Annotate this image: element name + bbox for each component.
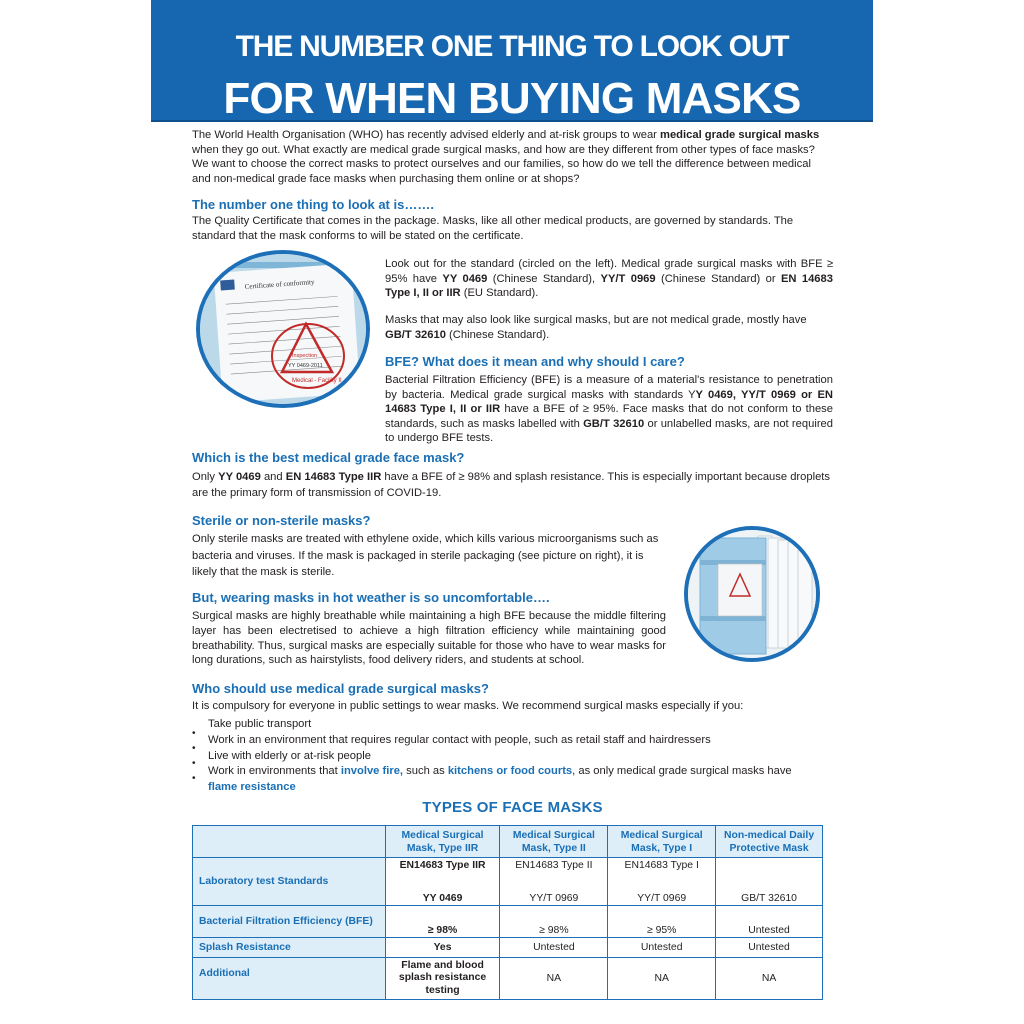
bullet-dot: • [192, 758, 196, 769]
cell-standard-top: EN14683 Type IIR [399, 859, 486, 871]
s4-bold-2: EN 14683 Type IIR [285, 471, 382, 483]
section-6-body: Surgical masks are highly breathable while maintaining a high BFE because the middle filtering layer has been electretised to achieve a high filtration efficiency while maintaining good breathability. Thus, surgical masks are especially suitable for those who have to wear masks for long durations, such as hairstylists, food delivery riders, and students at school. [192, 610, 666, 667]
bullet-item [208, 764, 792, 780]
section-2-p1 [385, 257, 833, 301]
table-cell: Untested [608, 938, 716, 958]
s3-bold-1: Y 0469, YY/T 0969 or EN 14683 Type I, II or IIR [385, 388, 833, 416]
s3-text-3: or unlabelled masks, are not required to undergo BFE tests. [385, 417, 833, 445]
table-cell: ≥ 98% [385, 906, 500, 938]
mask-package-image [688, 530, 816, 658]
sterile-package-photo [684, 526, 820, 662]
cell-standard-bottom: YY 0469 [422, 892, 463, 904]
section-7-body: It is compulsory for everyone in public settings to wear masks. We recommend surgical masks especially if you: [192, 700, 744, 712]
table-cell [716, 858, 823, 906]
b4-text-2: such as [403, 765, 448, 777]
table-cell: NA [608, 958, 716, 1000]
intro-text: The World Health Organisation (WHO) has recently advised elderly and at-risk groups to wear [192, 129, 661, 141]
bullet-item: Work in an environment that requires regular contact with people, such as retail staff and hairdressers [208, 734, 711, 746]
s2-bold-3: EN 14683 Type I, II or IIR [385, 272, 833, 300]
row-label: Additional [193, 958, 386, 1000]
table-header-row [193, 826, 823, 858]
bullet-item: Take public transport [208, 718, 312, 730]
svg-text:Certificate of conformity: Certificate of conformity [244, 277, 315, 291]
table-cell: Flame and blood splash resistance testing [385, 958, 500, 1000]
row-label: Laboratory test Standards [193, 858, 386, 906]
table-row-bfe [193, 906, 823, 938]
heading-best-mask: Which is the best medical grade face mask? [192, 450, 465, 465]
intro-bold: medical grade surgical masks [660, 129, 820, 141]
bullet-dot: • [192, 743, 196, 754]
svg-text:Medical - Facility II: Medical - Facility II [292, 378, 342, 384]
column-header: Non-medical Daily Protective Mask [716, 826, 823, 858]
column-header: Medical Surgical Mask, Type I [608, 826, 716, 858]
heading-who-should-use: Who should use medical grade surgical masks? [192, 681, 489, 696]
s3-text-2: have a BFE of ≥ 95%. Face masks that do not conform to these standards, such as masks labelled with [385, 403, 833, 430]
table-row-splash [193, 938, 823, 958]
table-cell: NA [500, 958, 608, 1000]
column-header: Medical Surgical Mask, Type IIR [385, 826, 500, 858]
b4-text: Work in environments that [208, 765, 341, 777]
b4-text-3: , as only medical grade surgical masks have [572, 765, 792, 777]
section-4-body [192, 469, 832, 501]
table-cell: ≥ 98% [500, 906, 608, 938]
cell-standard-bottom: YY/T 0969 [529, 892, 579, 904]
s2-text-3: (Chinese Standard) or [655, 272, 781, 285]
bullet-dot: • [192, 773, 196, 784]
row-label: Bacterial Filtration Efficiency (BFE) [193, 906, 386, 938]
table-corner-cell [193, 826, 386, 858]
s2-text: Look out for the standard (circled on the left). Medical grade surgical masks with BFE ≥ 95% have [385, 258, 833, 285]
s2-bold-1: YY 0469 [442, 272, 488, 285]
cell-standard-top: EN14683 Type II [515, 859, 593, 871]
column-header: Medical Surgical Mask, Type II [500, 826, 608, 858]
table-cell: Yes [385, 938, 500, 958]
table-row-additional [193, 958, 823, 1000]
table-cell [608, 858, 716, 906]
section-2-p2 [385, 313, 833, 342]
s2-text-2: (Chinese Standard), [487, 272, 601, 285]
s2-p2-text: Masks that may also look like surgical masks, but are not medical grade, mostly have [385, 314, 807, 326]
title-line-2: FOR WHEN BUYING MASKS [223, 74, 801, 123]
section-3-body [385, 373, 833, 446]
cell-standard-top: EN14683 Type I [624, 859, 699, 871]
s3-bold-2: GB/T 32610 [583, 417, 645, 430]
certificate-image [200, 254, 366, 404]
table-cell: NA [716, 958, 823, 1000]
intro-text-2: when they go out. What exactly are medical grade surgical masks, and how are they different from other types of face masks? We want to choose the correct masks to protect ourselves and our families, so how do we tell the difference between medical and non-medical grade face masks when purchasing them online or at shops? [192, 143, 815, 185]
face-mask-table [192, 825, 823, 1000]
cell-standard-bottom: YY/T 0969 [637, 892, 687, 904]
heading-hot-weather: But, wearing masks in hot weather is so uncomfortable…. [192, 590, 550, 605]
intro-paragraph [192, 128, 832, 186]
table-cell: Untested [716, 938, 823, 958]
svg-text:YY 0469-2011: YY 0469-2011 [288, 363, 323, 369]
bullet-dot: • [192, 728, 196, 739]
heading-sterile: Sterile or non-sterile masks? [192, 513, 371, 528]
table-cell: Untested [500, 938, 608, 958]
s4-text-2: and [260, 471, 286, 483]
title-banner [151, 0, 873, 122]
section-5-body: Only sterile masks are treated with ethylene oxide, which kills various microorganisms such as bacteria and viruses. If the mask is packaged in sterile packaging (see picture on right), it is likely that the mask is sterile. [192, 533, 659, 578]
b4-highlight-fire: involve fire, [340, 765, 404, 777]
svg-text:Inspection: Inspection [292, 353, 318, 359]
table-cell: Untested [716, 906, 823, 938]
row-label: Splash Resistance [193, 938, 386, 958]
certificate-photo [196, 250, 370, 408]
heading-number-one-thing: The number one thing to look at is……. [192, 197, 434, 212]
s4-text-3: have a BFE of ≥ 98% and splash resistance. This is especially important because droplets are the primary form of transmission of COVID-19. [192, 471, 830, 499]
bullet-item-continuation: flame resistance [208, 781, 296, 793]
table-title: TYPES OF FACE MASKS [422, 799, 603, 816]
table-row-lab [193, 858, 823, 906]
section-1-body: The Quality Certificate that comes in the package. Masks, like all other medical products, are governed by standards. The standard that the mask conforms to will be stated on the certificate. [192, 215, 794, 242]
heading-bfe: BFE? What does it mean and why should I care? [385, 354, 685, 369]
bullet-item: Live with elderly or at-risk people [208, 750, 371, 762]
s2-p2-bold: GB/T 32610 [385, 328, 446, 341]
cell-standard-bottom: GB/T 32610 [741, 892, 797, 904]
s4-bold-1: YY 0469 [218, 471, 261, 483]
s4-text: Only [192, 471, 219, 483]
s3-text: Bacterial Filtration Efficiency (BFE) is a measure of a material's resistance to penetration by bacteria. Medical grade surgical masks with standards Y [385, 374, 833, 401]
table-cell [500, 858, 608, 906]
s2-p2-text-2: (Chinese Standard). [445, 328, 550, 341]
b4-highlight-kitchens: kitchens or food courts [447, 765, 573, 777]
table-cell [385, 858, 500, 906]
table-cell: ≥ 95% [608, 906, 716, 938]
title-line-1: THE NUMBER ONE THING TO LOOK OUT [235, 30, 789, 63]
s2-bold-2: YY/T 0969 [600, 272, 656, 285]
s2-text-4: (EU Standard). [460, 287, 539, 300]
